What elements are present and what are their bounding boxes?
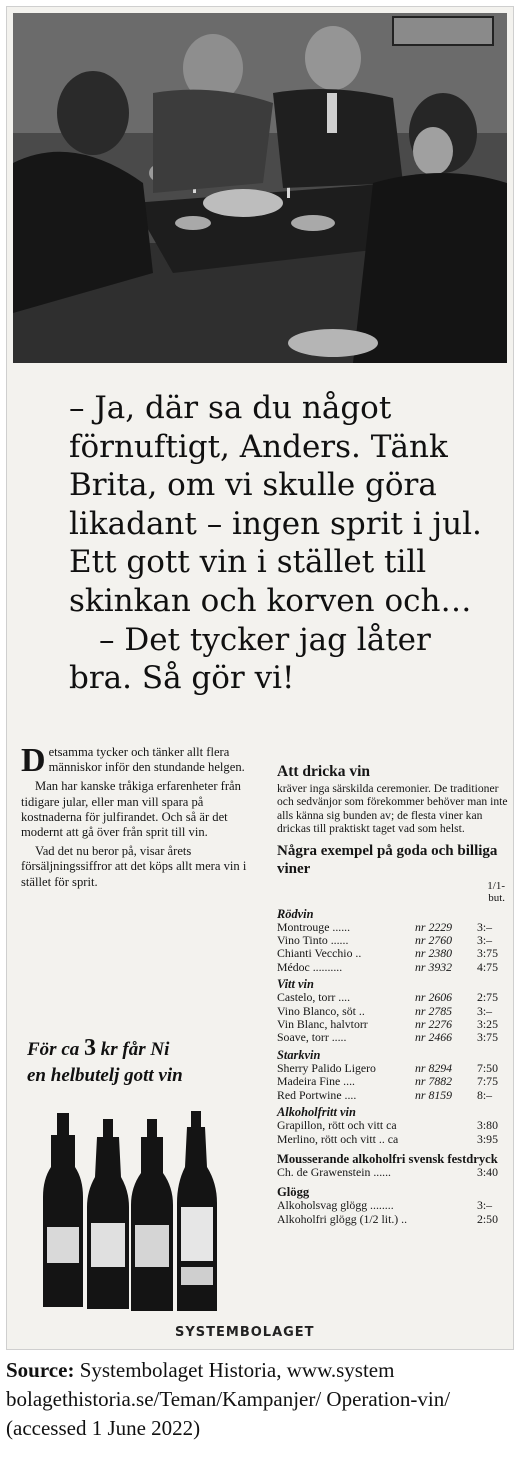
examples-heading: Några exempel på goda och billiga viner [277,842,498,877]
wine-row: Castelo, torr .... nr 2606 2:75 [277,990,498,1005]
category-title: Rödvin [277,906,314,921]
wine-row: Madeira Fine .... nr 7882 7:75 [277,1074,498,1089]
category-rodvin [277,907,509,975]
wine-row: Médoc .......... nr 3932 4:75 [277,959,498,974]
drink-heading: Att dricka vin [277,763,370,780]
photo-four-people-at-table [13,13,507,363]
category-alkoholfritt-vin [277,1105,509,1146]
advertisement [6,6,514,1350]
wine-row: Red Portwine .... nr 8159 8:– [277,1087,493,1102]
quote-line: skinkan och korven och… [69,582,472,619]
dialogue-quote [69,389,489,698]
drink-text: kräver inga särskilda ceremonier. De traditioner och sedvänjor som förekommer behöver man inte alls känna sig bunden av; de flesta viner kan drickas till praktiskt taget vad som helst. [277,782,508,836]
quote-line: förnuftigt, Anders. Tänk [69,428,448,465]
wine-row: Sherry Palido Ligero nr 8294 7:50 [277,1060,498,1075]
wine-bottles-illustration [37,1107,227,1319]
quote-line: likadant – ingen sprit i jul. [69,505,482,542]
body-paragraph-2: Man har kanske tråkiga erfarenheter från tidigare jular, eller man vill spara på kostnaderna för julfirandet. Och så är det modernt att gå över från sprit till vin. [21,779,241,840]
quote-line: Ett gott vin i stället till [69,544,427,581]
wine-row: Alkoholfri glögg (1/2 lit.) .. 2:50 [277,1211,498,1226]
category-starkvin [277,1048,509,1102]
wine-row: Merlino, rött och vitt .. ca 3:95 [277,1131,498,1146]
category-vitt-vin [277,977,509,1045]
body-paragraph-1: Detsamma tycker och tänker allt flera människor inför den stundande helgen. [21,742,245,779]
body-text [21,742,257,894]
source-caption [6,1356,516,1443]
category-title: Starkvin [277,1047,321,1062]
quote-line: bra. Så gör vi! [69,660,295,697]
source-text: Systembolaget Historia, www.system bolagethistoria.se/Teman/Kampanjer/ Operation-vin/ (accessed 1 June 2022) [6,1358,451,1440]
wine-row: Vino Tinto ...... nr 2760 3:– [277,933,493,948]
wine-row: Ch. de Grawenstein ...... 3:40 [277,1164,498,1179]
category-title: Vitt vin [277,977,314,992]
sparkling-heading: Mousserande alkoholfri svensk festdryck [277,1151,498,1166]
glogg-heading: Glögg [277,1185,310,1200]
quote-line: – Det tycker jag låter [99,621,431,658]
bottle-unit-label: 1/1- but. [487,879,505,904]
wine-row: Vino Blanco, söt .. nr 2785 3:– [277,1003,493,1018]
systembolaget-logo-text: SYSTEMBOLAGET [175,1325,315,1340]
wine-row: Montrouge ...... nr 2229 3:– [277,919,493,934]
wine-row: Chianti Vecchio .. nr 2380 3:75 [277,946,498,961]
drop-cap: D [21,742,46,779]
wine-row: Vin Blanc, halvtorr nr 2276 3:25 [277,1017,498,1032]
wine-row: Grapillon, rött och vitt ca 3:80 [277,1118,498,1133]
wine-list-column [277,763,509,1226]
quote-line: – Ja, där sa du något [69,390,392,426]
wine-row: Soave, torr ..... nr 2466 3:75 [277,1030,498,1045]
body-paragraph-3: Vad det nu beror på, visar årets försäljningssiffror att det köps allt mera vin i stället för sprit. [21,844,247,889]
quote-line: Brita, om vi skulle göra [69,467,437,504]
price-offer: För ca 3 kr får Ni en helbutelj gott vin [27,1035,183,1086]
wine-row: Alkoholsvag glögg ........ 3:– [277,1198,493,1213]
source-label: Source: [6,1358,75,1382]
category-title: Alkoholfritt vin [277,1105,356,1120]
